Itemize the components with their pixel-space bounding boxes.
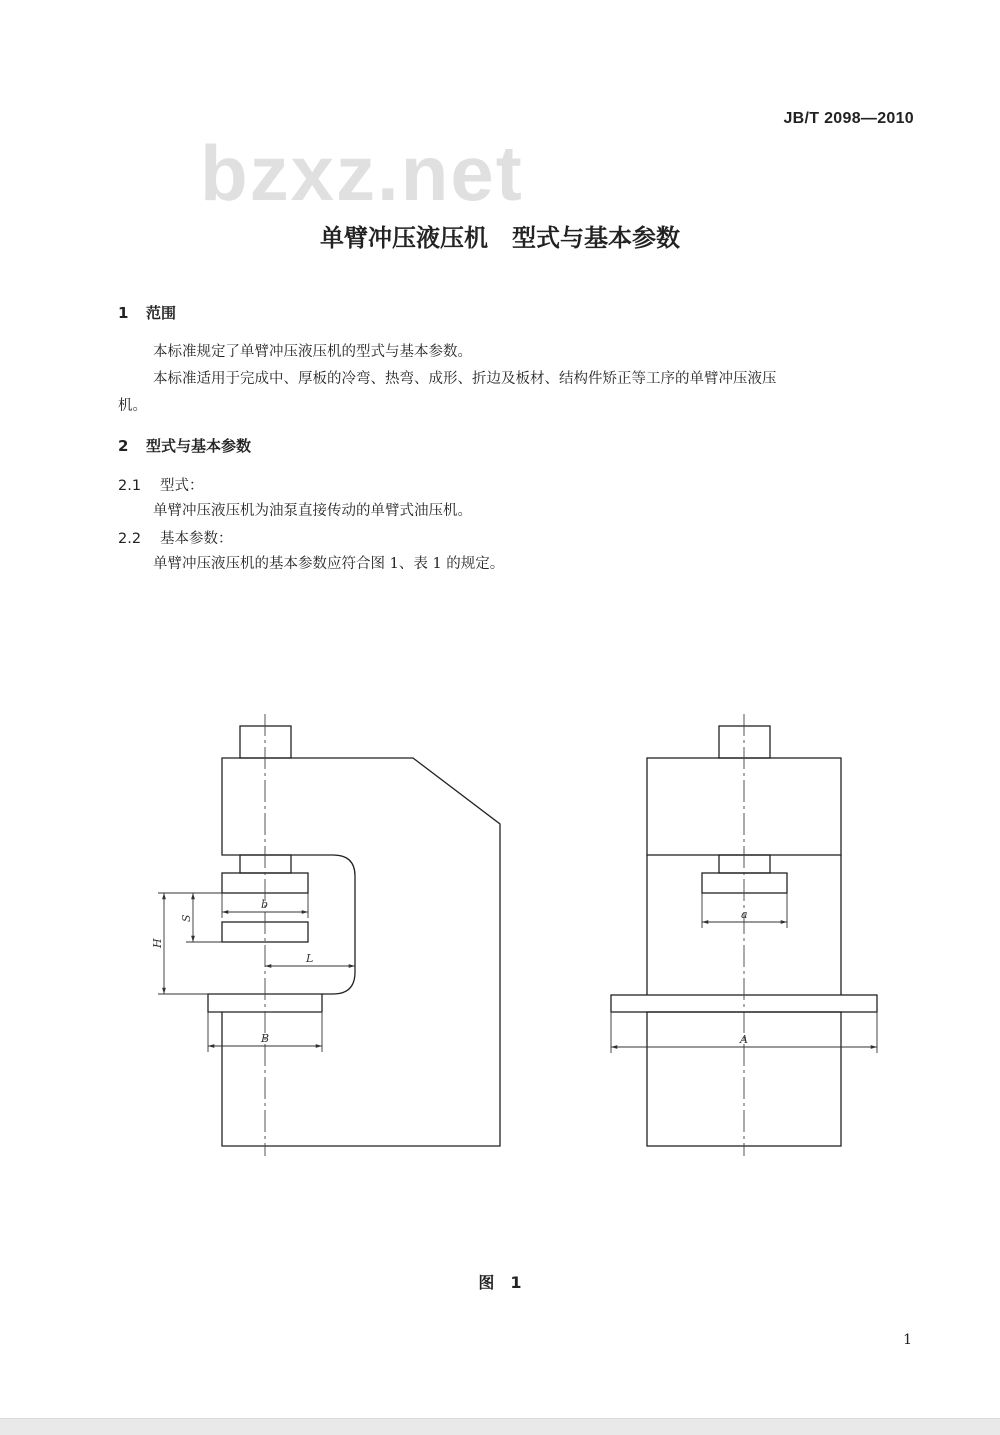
subsection-2-2-label: 基本参数： (160, 531, 233, 547)
section-1-number: 1 (118, 304, 129, 322)
section-1-title: 范围 (146, 304, 177, 322)
standard-code: JB/T 2098—2010 (783, 110, 914, 127)
side-c-frame-outline (208, 758, 500, 1146)
document-title: 单臂冲压液压机 型式与基本参数 (320, 224, 680, 252)
dim-label-b: b (261, 898, 269, 911)
subsection-2-2-text: 单臂冲压液压机的基本参数应符合图 1、表 1 的规定。 (153, 556, 505, 572)
dim-label-a: a (741, 908, 748, 921)
dim-label-L: L (306, 952, 314, 965)
subsection-2-1-label: 型式： (160, 478, 204, 494)
section-1-paragraph-2: 本标准适用于完成中、厚板的冷弯、热弯、成形、折边及板材、结构件矫正等工序的单臂冲压液压 (153, 371, 777, 387)
figure-caption: 图 1 (478, 1273, 522, 1292)
dim-label-S: S (180, 914, 193, 922)
front-ram (719, 855, 770, 873)
side-ram (240, 855, 291, 873)
dim-label-B: B (261, 1032, 270, 1045)
dim-label-A: A (740, 1033, 748, 1046)
subsection-2-1-text: 单臂冲压液压机为油泵直接传动的单臂式油压机。 (153, 503, 472, 519)
dim-label-H: H (151, 938, 164, 948)
front-top-cap (719, 726, 770, 758)
front-die (702, 873, 787, 893)
viewer-bottom-bar (0, 1418, 1000, 1435)
subsection-2-2-number: 2.2 (118, 531, 142, 547)
watermark: bzxz.net (200, 129, 524, 217)
side-top-cap (240, 726, 291, 758)
section-2-title: 型式与基本参数 (146, 437, 252, 455)
page-number: 1 (903, 1332, 912, 1348)
section-1-paragraph-2-cont: 机。 (118, 398, 147, 414)
section-1-paragraph-1: 本标准规定了单臂冲压液压机的型式与基本参数。 (153, 344, 472, 360)
subsection-2-1-number: 2.1 (118, 478, 142, 494)
section-2-number: 2 (118, 437, 129, 455)
